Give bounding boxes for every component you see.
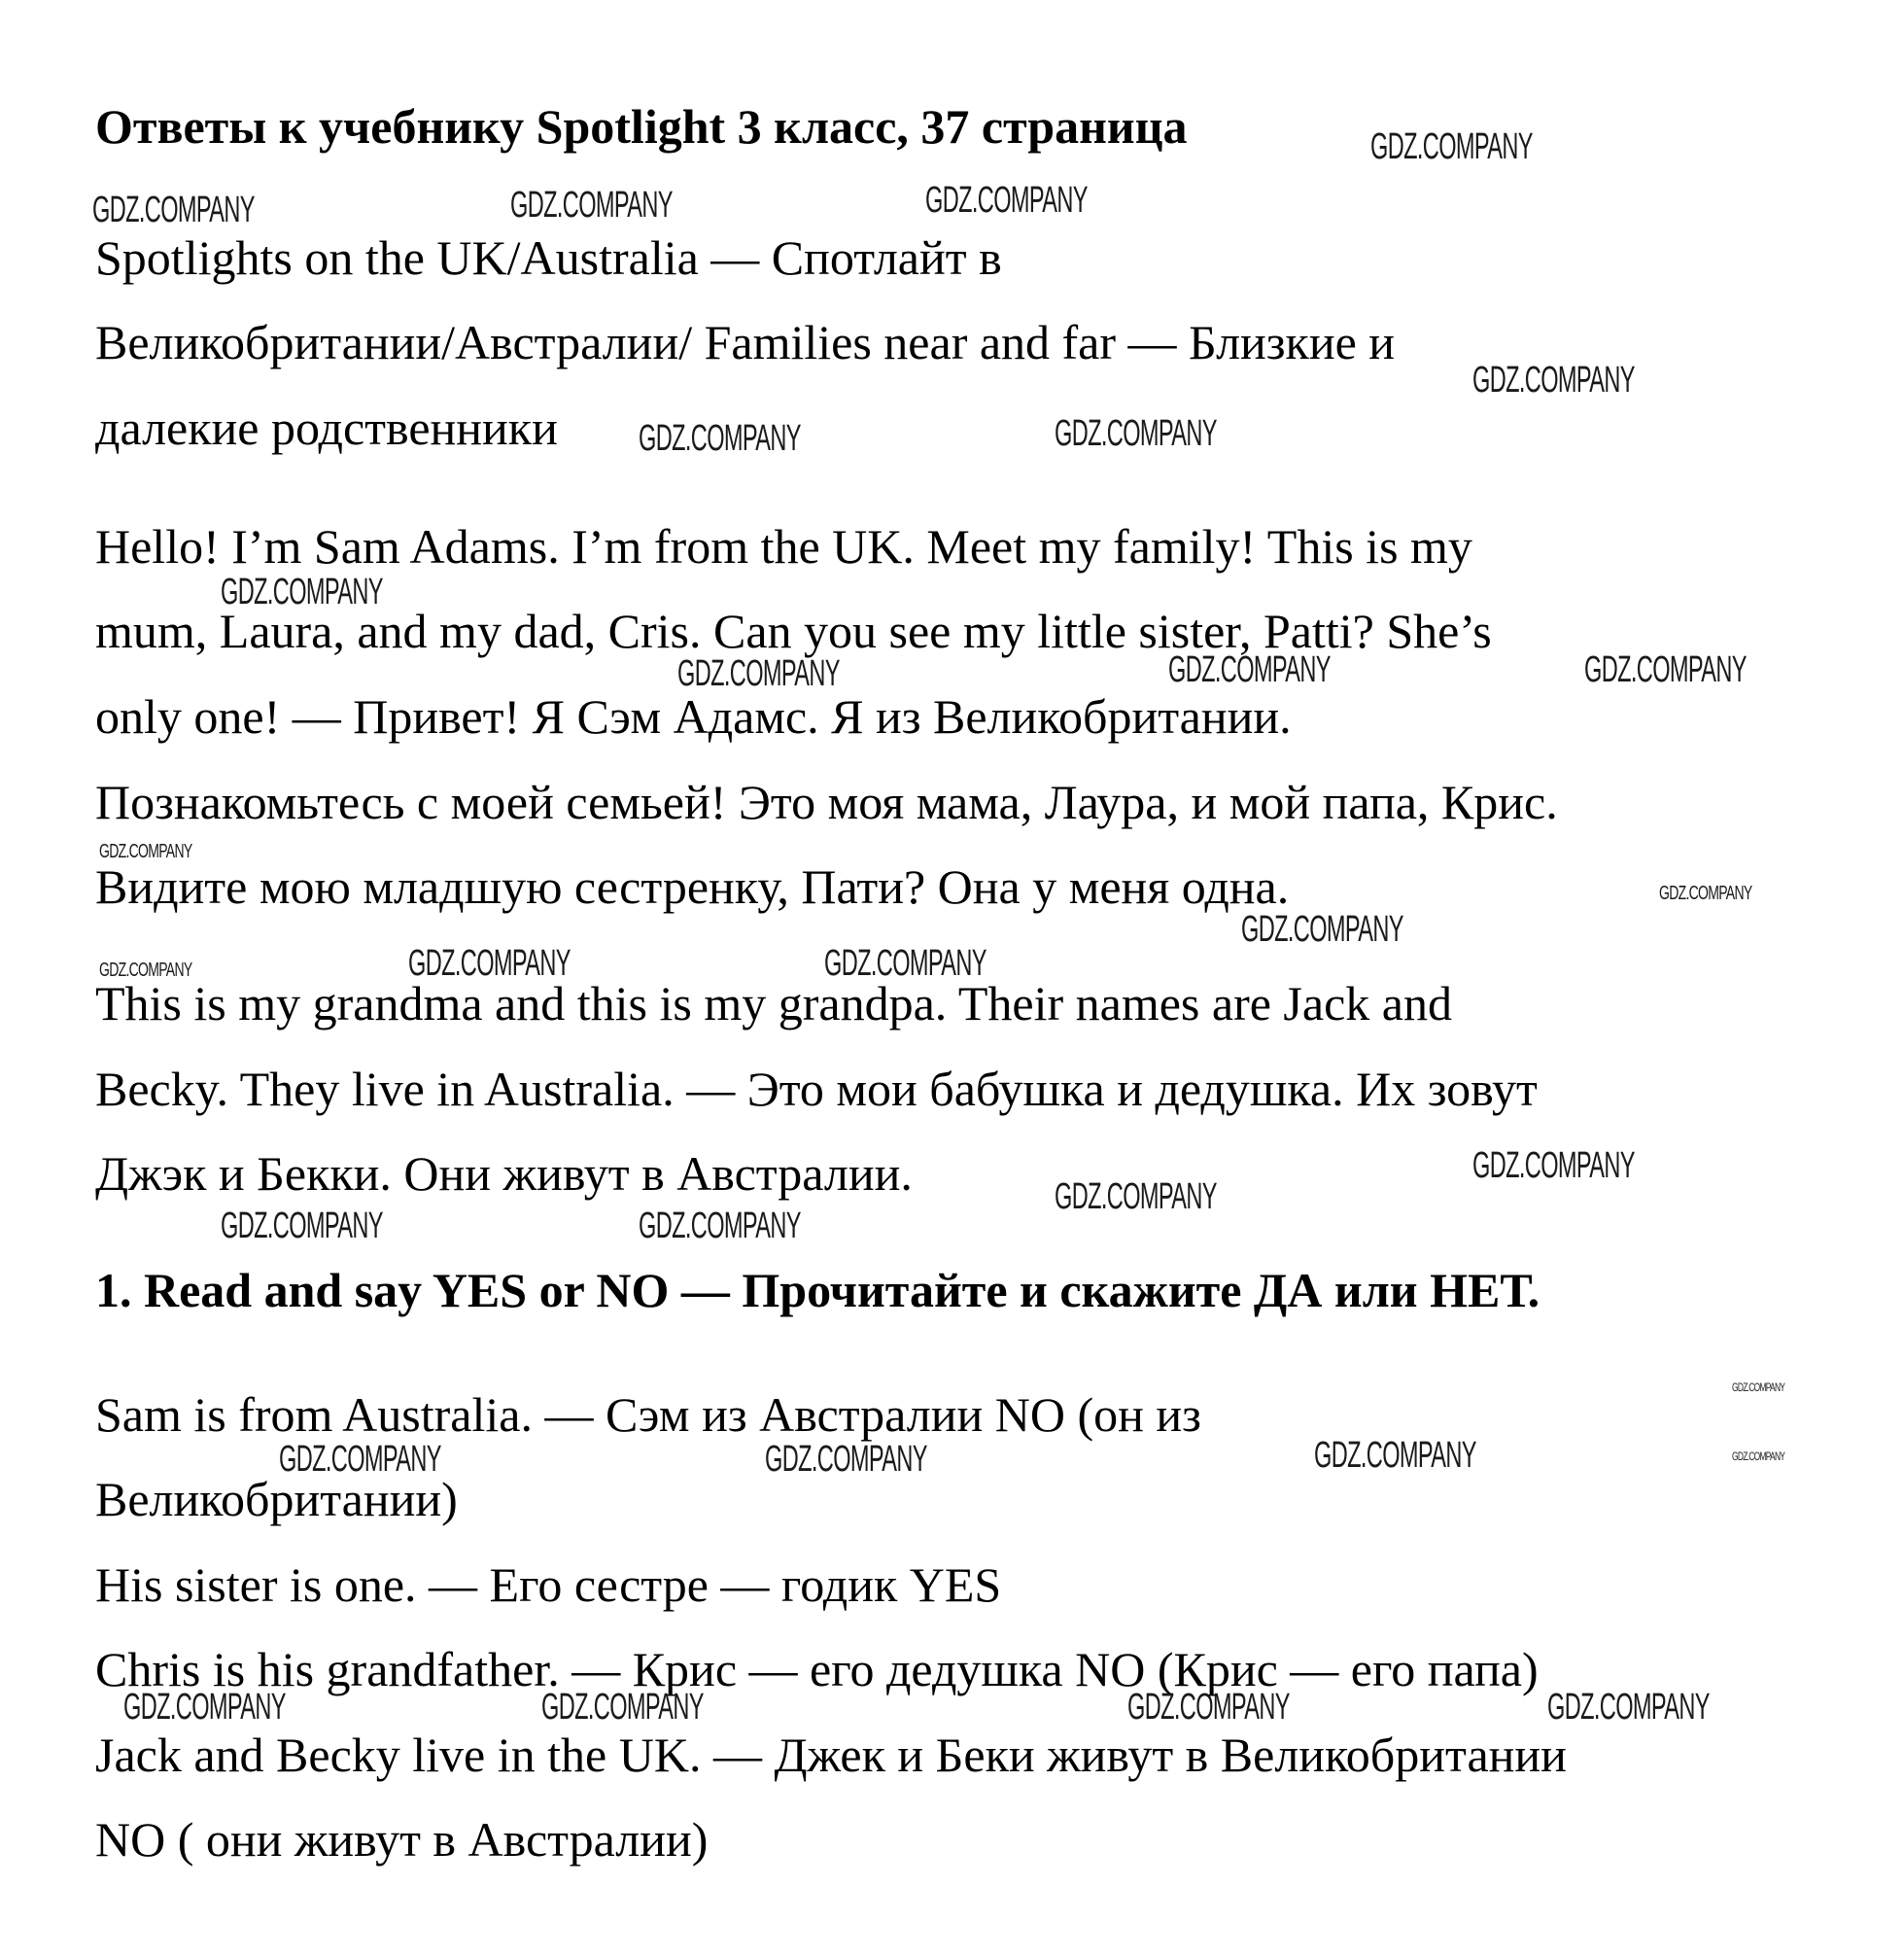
answer-line: Sam is from Australia. — Сэм из Австралии NO (он из [95,1387,1201,1442]
paragraph-line: only one! — Привет! Я Сэм Адамс. Я из Великобритании. [95,689,1292,744]
watermark: GDZ.COMPANY [1732,1380,1785,1394]
watermark: GDZ.COMPANY [541,1687,704,1728]
watermark: GDZ.COMPANY [92,190,255,230]
watermark: GDZ.COMPANY [1472,360,1635,401]
watermark: GDZ.COMPANY [925,180,1088,221]
watermark: GDZ.COMPANY [408,943,571,984]
subtitle-line: Spotlights on the UK/Australia — Спотлайт в [95,230,1002,285]
watermark: GDZ.COMPANY [1168,649,1331,690]
watermark: GDZ.COMPANY [221,572,383,612]
paragraph-line: Познакомьтесь с моей семьей! Это моя мама, Лаура, и мой папа, Крис. [95,775,1558,829]
watermark: GDZ.COMPANY [639,1205,801,1246]
watermark: GDZ.COMPANY [221,1205,383,1246]
page-title: Ответы к учебнику Spotlight 3 класс, 37 страница [95,99,1188,154]
subtitle-line: Великобритании/Австралии/ Families near and far — Близкие и [95,315,1396,369]
watermark: GDZ.COMPANY [1472,1145,1635,1186]
watermark: GDZ.COMPANY [1732,1450,1785,1463]
answer-line: Великобритании) [95,1472,458,1526]
watermark: GDZ.COMPANY [99,841,192,862]
answer-line: His sister is one. — Его сестре — годик YES [95,1557,1002,1612]
paragraph-line: This is my grandma and this is my grandpa. Their names are Jack and [95,976,1452,1030]
watermark: GDZ.COMPANY [1055,1176,1217,1217]
watermark: GDZ.COMPANY [1370,126,1533,167]
watermark: GDZ.COMPANY [765,1439,927,1480]
watermark: GDZ.COMPANY [677,653,840,694]
watermark: GDZ.COMPANY [1547,1687,1710,1728]
exercise-heading: 1. Read and say YES or NO — Прочитайте и скажите ДА или НЕТ. [95,1263,1541,1317]
watermark: GDZ.COMPANY [1127,1687,1290,1728]
paragraph-line: Джэк и Бекки. Они живут в Австралии. [95,1146,913,1201]
watermark: GDZ.COMPANY [510,185,673,226]
watermark: GDZ.COMPANY [123,1687,286,1728]
paragraph-line: Hello! I’m Sam Adams. I’m from the UK. Meet my family! This is my [95,519,1472,574]
answer-line: Jack and Becky live in the UK. — Джек и Беки живут в Великобритании [95,1728,1567,1782]
watermark: GDZ.COMPANY [99,960,192,981]
watermark: GDZ.COMPANY [639,418,801,459]
answer-line: NO ( они живут в Австралии) [95,1812,709,1867]
watermark: GDZ.COMPANY [1584,649,1747,690]
paragraph-line: Becky. They live in Australia. — Это мои бабушка и дедушка. Их зовут [95,1062,1538,1116]
watermark: GDZ.COMPANY [824,943,987,984]
answer-line: Chris is his grandfather. — Крис — его дедушка NO (Крис — его папа) [95,1642,1539,1696]
paragraph-line: Видите мою младшую сестренку, Пати? Она у меня одна. [95,859,1290,914]
watermark: GDZ.COMPANY [1241,909,1403,950]
watermark: GDZ.COMPANY [279,1439,441,1480]
paragraph-line: mum, Laura, and my dad, Cris. Can you see my little sister, Patti? She’s [95,604,1492,658]
subtitle-line: далекие родственники [95,401,558,455]
watermark: GDZ.COMPANY [1314,1435,1476,1476]
watermark: GDZ.COMPANY [1055,413,1217,454]
watermark: GDZ.COMPANY [1659,883,1752,904]
